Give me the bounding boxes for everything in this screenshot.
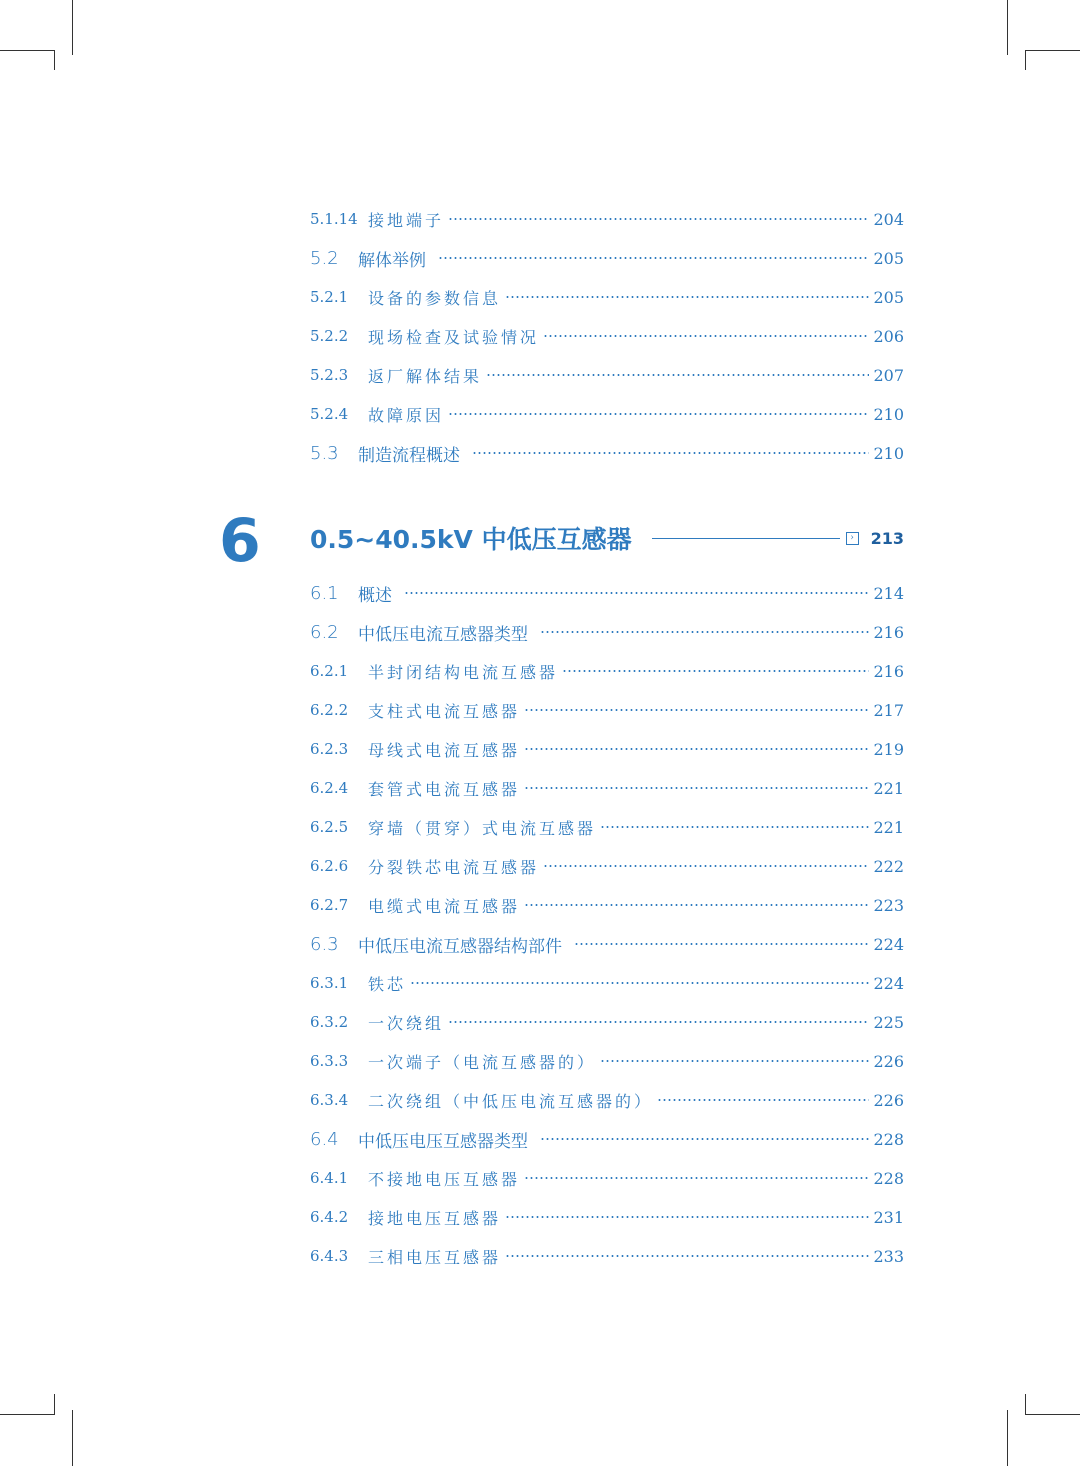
toc-entry-title: 接地电压互感器: [368, 1208, 502, 1228]
crop-mark: [72, 1410, 73, 1466]
toc-entry[interactable]: [310, 578, 904, 608]
toc-entry-title: 解体举例: [358, 250, 426, 271]
toc-entry[interactable]: [310, 321, 904, 351]
toc-entry-title: 设备的参数信息: [368, 288, 502, 308]
crop-mark: [1025, 1394, 1026, 1414]
toc-entry[interactable]: [310, 695, 904, 725]
toc-entry-page: 217: [873, 700, 904, 720]
toc-entry-page: 224: [873, 934, 904, 954]
toc-entry-title: 二次绕组（中低压电流互感器的）: [368, 1091, 654, 1111]
toc-entry-number: 5.2.3: [310, 366, 349, 384]
toc-entry-number: 6.3.4: [310, 1091, 349, 1109]
toc-entry-title: 半封闭结构电流互感器: [368, 662, 559, 682]
toc-entry-title: 返厂解体结果: [368, 366, 483, 386]
toc-leader-dots: [448, 413, 869, 415]
toc-entry-page: 226: [873, 1051, 904, 1071]
toc-entry-title: 铁芯: [368, 974, 407, 994]
toc-entry-page: 205: [873, 287, 904, 307]
toc-entry-page: 224: [873, 973, 904, 993]
toc-leader-dots: [540, 1138, 869, 1140]
toc-entry-page: 221: [873, 778, 904, 798]
toc-entry-number: 5.1.14: [310, 210, 358, 228]
toc-leader-dots: [486, 374, 869, 376]
toc-leader-dots: [543, 865, 869, 867]
toc-entry-page: 207: [873, 365, 904, 385]
toc-leader-dots: [524, 787, 869, 789]
toc-entry-page: 214: [873, 583, 904, 603]
toc-leader-dots: [562, 670, 869, 672]
crop-mark: [1025, 50, 1080, 51]
toc-entry-number: 6.3.3: [310, 1052, 349, 1070]
toc-entry[interactable]: [310, 1241, 904, 1271]
toc-entry-page: 228: [873, 1129, 904, 1149]
toc-leader-dots: [505, 296, 869, 298]
toc-leader-dots: [524, 709, 869, 711]
crop-mark: [1025, 1414, 1080, 1415]
toc-entry[interactable]: [310, 243, 904, 273]
toc-entry-title: 概述: [358, 585, 392, 606]
toc-leader-dots: [448, 1021, 869, 1023]
toc-entry-title: 中低压电压互感器类型: [358, 1131, 528, 1152]
toc-entry-number: 6.4.3: [310, 1247, 349, 1265]
toc-entry-number: 5.2.4: [310, 405, 349, 423]
toc-entry-title: 中低压电流互感器类型: [358, 624, 528, 645]
toc-entry-page: 210: [873, 404, 904, 424]
chapter-page-number: 213: [870, 528, 904, 548]
toc-entry[interactable]: [310, 1007, 904, 1037]
chapter-number: 6: [219, 506, 261, 576]
toc-entry[interactable]: [310, 1202, 904, 1232]
toc-leader-dots: [410, 982, 869, 984]
toc-entry-number: 5.2.2: [310, 327, 349, 345]
toc-entry-page: 226: [873, 1090, 904, 1110]
toc-entry[interactable]: [310, 890, 904, 920]
toc-leader-dots: [438, 257, 869, 259]
toc-leader-dots: [574, 943, 869, 945]
toc-entry[interactable]: [310, 399, 904, 429]
toc-entry[interactable]: [310, 851, 904, 881]
toc-entry-title: 一次端子（电流互感器的）: [368, 1052, 597, 1072]
toc-entry-number: 6.2: [310, 621, 339, 643]
chapter-title: 0.5~40.5kV 中低压互感器: [310, 525, 632, 554]
toc-entry[interactable]: [310, 282, 904, 312]
toc-entry-page: 221: [873, 817, 904, 837]
toc-entry-page: 219: [873, 739, 904, 759]
toc-entry[interactable]: [310, 360, 904, 390]
toc-entry[interactable]: [310, 1124, 904, 1154]
toc-entry[interactable]: [310, 1085, 904, 1115]
toc-entry-page: 205: [873, 248, 904, 268]
toc-entry-number: 5.3: [310, 442, 339, 464]
toc-entry-title: 一次绕组: [368, 1013, 445, 1033]
toc-entry-title: 现场检查及试验情况: [368, 327, 540, 347]
toc-entry-number: 6.3.1: [310, 974, 349, 992]
toc-leader-dots: [600, 1060, 869, 1062]
toc-entry-number: 5.2: [310, 247, 339, 269]
toc-entry-page: 204: [873, 209, 904, 229]
toc-leader-dots: [505, 1255, 869, 1257]
toc-entry[interactable]: [310, 204, 904, 234]
toc-section-after: [310, 578, 904, 1278]
page-arrow-icon: ›: [846, 532, 859, 545]
toc-entry[interactable]: [310, 734, 904, 764]
toc-entry-title: 制造流程概述: [358, 445, 460, 466]
toc-entry-page: 222: [873, 856, 904, 876]
crop-mark: [1007, 1410, 1008, 1466]
crop-mark: [1025, 50, 1026, 70]
toc-entry-number: 6.4.1: [310, 1169, 349, 1187]
toc-entry-title: 电缆式电流互感器: [368, 896, 521, 916]
toc-section-before: [310, 204, 904, 474]
toc-leader-dots: [543, 335, 869, 337]
toc-entry-title: 不接地电压互感器: [368, 1169, 521, 1189]
toc-leader-dots: [524, 748, 869, 750]
toc-entry-page: 216: [873, 661, 904, 681]
toc-entry[interactable]: [310, 812, 904, 842]
toc-entry-page: 233: [873, 1246, 904, 1266]
toc-entry[interactable]: [310, 1163, 904, 1193]
toc-entry-number: 6.2.1: [310, 662, 349, 680]
toc-entry-title: 套管式电流互感器: [368, 779, 521, 799]
toc-entry-title: 故障原因: [368, 405, 445, 425]
toc-entry-number: 6.2.7: [310, 896, 349, 914]
toc-entry-title: 分裂铁芯电流互感器: [368, 857, 540, 877]
toc-leader-dots: [600, 826, 869, 828]
toc-entry-number: 6.2.4: [310, 779, 349, 797]
toc-entry-title: 支柱式电流互感器: [368, 701, 521, 721]
crop-mark: [0, 50, 55, 51]
toc-entry-page: 216: [873, 622, 904, 642]
crop-mark: [1007, 0, 1008, 55]
toc-entry-title: 中低压电流互感器结构部件: [358, 936, 562, 957]
toc-leader-dots: [505, 1216, 869, 1218]
toc-entry[interactable]: [310, 773, 904, 803]
toc-entry-number: 6.4.2: [310, 1208, 349, 1226]
toc-entry-number: 6.4: [310, 1128, 339, 1150]
chapter-leader-line: [652, 538, 840, 539]
toc-leader-dots: [524, 1177, 869, 1179]
toc-entry-title: 三相电压互感器: [368, 1247, 502, 1267]
toc-entry-page: 210: [873, 443, 904, 463]
toc-leader-dots: [448, 218, 869, 220]
toc-entry-title: 接地端子: [368, 210, 445, 230]
chapter-heading[interactable]: [310, 518, 904, 558]
crop-mark: [72, 0, 73, 55]
crop-mark: [0, 1414, 55, 1415]
toc-entry[interactable]: [310, 929, 904, 959]
toc-entry-number: 6.2.6: [310, 857, 349, 875]
toc-leader-dots: [524, 904, 869, 906]
toc-entry[interactable]: [310, 968, 904, 998]
toc-entry-title: 母线式电流互感器: [368, 740, 521, 760]
toc-entry-page: 206: [873, 326, 904, 346]
toc-entry-page: 225: [873, 1012, 904, 1032]
toc-entry[interactable]: [310, 656, 904, 686]
toc-entry-number: 6.1: [310, 582, 339, 604]
toc-entry-page: 231: [873, 1207, 904, 1227]
toc-entry-number: 6.2.2: [310, 701, 349, 719]
toc-entry-page: 223: [873, 895, 904, 915]
toc-entry-number: 6.3.2: [310, 1013, 349, 1031]
crop-mark: [54, 50, 55, 70]
toc-entry-number: 6.3: [310, 933, 339, 955]
toc-leader-dots: [657, 1099, 869, 1101]
toc-entry-page: 228: [873, 1168, 904, 1188]
toc-leader-dots: [540, 631, 869, 633]
toc-leader-dots: [472, 452, 869, 454]
toc-entry-number: 5.2.1: [310, 288, 349, 306]
toc-entry[interactable]: [310, 617, 904, 647]
toc-entry-number: 6.2.5: [310, 818, 349, 836]
toc-entry-number: 6.2.3: [310, 740, 349, 758]
toc-leader-dots: [404, 592, 869, 594]
toc-entry-title: 穿墙（贯穿）式电流互感器: [368, 818, 597, 838]
toc-entry[interactable]: [310, 1046, 904, 1076]
toc-entry[interactable]: [310, 438, 904, 468]
crop-mark: [54, 1394, 55, 1414]
